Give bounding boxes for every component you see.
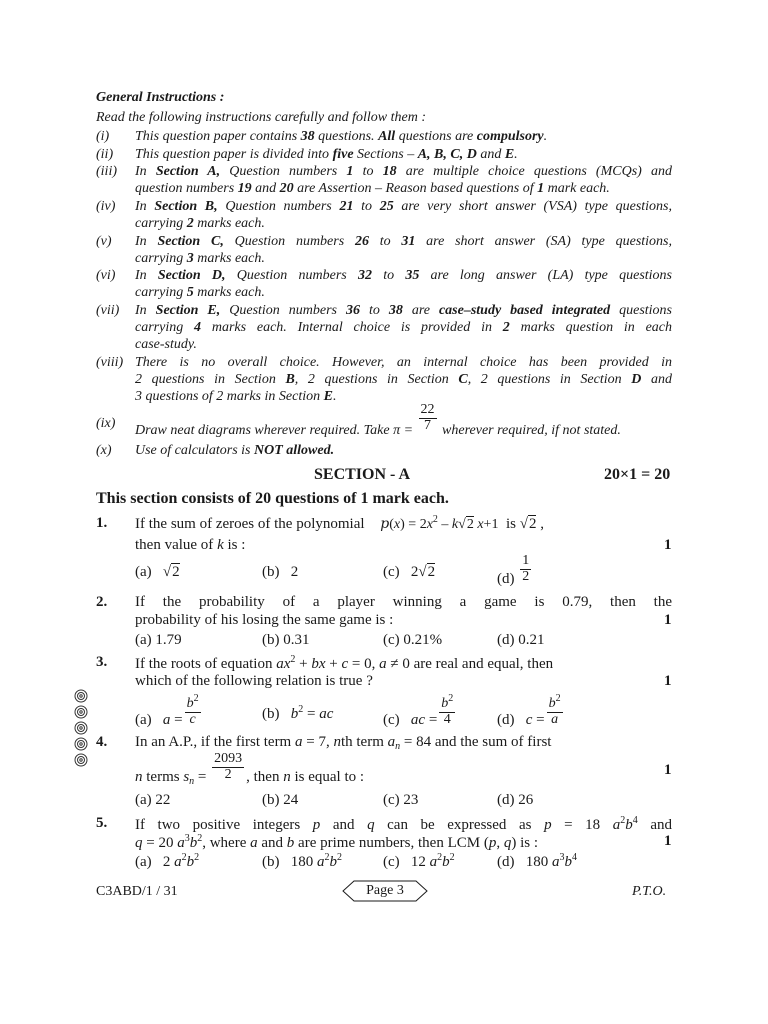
instruction-text: 3 questions of 2 marks in Section E. — [135, 389, 337, 404]
option-b: (b) 0.31 — [262, 632, 310, 648]
question-text: n terms $s_n$ = $\frac{2093}{2}$ , then n is equal to : — [135, 751, 365, 787]
pi-fraction — [419, 403, 437, 433]
instruction-text — [135, 402, 621, 439]
option-a: (a) a = $\frac{b^2}{c}$ — [135, 693, 199, 729]
section-title: SECTION - A — [314, 466, 411, 483]
instruction-text: carrying 2 marks each. — [135, 216, 265, 231]
option-b: (b) 180 $a^2b^2$ — [262, 852, 342, 870]
option-a: (a) 1.79 — [135, 632, 182, 648]
instruction-text: In Section D, Question numbers 32 to 35 are long answer (LA) type questions — [135, 268, 673, 283]
question-number: 1. — [96, 515, 108, 531]
option-a: (a) 22 — [135, 792, 171, 808]
option-c: (c) 0.21% — [383, 632, 443, 648]
option-c: (c) 12 $a^2b^2$ — [383, 852, 455, 870]
question-number: 3. — [96, 654, 108, 670]
instruction-number: (ix) — [96, 416, 116, 431]
option-b: (b) $b^2$ = ac — [262, 704, 334, 722]
question-text: which of the following relation is true ? — [135, 673, 373, 689]
instruction-text: This question paper is divided into five Sections – A, B, C, D and E. — [135, 147, 518, 162]
instruction-number: (iv) — [96, 199, 116, 214]
instruction-number: (i) — [96, 129, 110, 144]
option-c: (c) 2√2 — [383, 564, 436, 580]
option-b: (b) 2 — [262, 564, 299, 580]
question-mark: 1 — [664, 673, 672, 689]
question-text: If the sum of zeroes of the polynomial $p(x) = 2x^2 - k√2$ x+1 is √2 , — [135, 514, 544, 532]
instruction-pi-post: wherever required, if not stated. — [442, 423, 621, 439]
instruction-text: In Section B, Question numbers 21 to 25 are very short answer (VSA) type questions, — [135, 199, 672, 214]
margin-rings-decoration — [72, 688, 90, 768]
instruction-number: (vi) — [96, 268, 116, 283]
instruction-text: In Section E, Question numbers 36 to 38 are case–study based integrated questions — [135, 303, 672, 318]
instructions-intro: Read the following instructions carefully and follow them : — [96, 110, 427, 125]
option-d: (d) 26 — [497, 792, 534, 808]
option-a: (a) 2 $a^2b^2$ — [135, 852, 200, 870]
question-text: q = 20 $a^3b^2$, where a and b are prime numbers, then LCM (p, q) is : — [135, 833, 538, 851]
option-c: (c) ac = $\frac{b^2}{4}$ — [383, 693, 454, 729]
instruction-text: There is no overall choice. However, an internal choice has been provided in — [135, 355, 672, 370]
instruction-text: 2 questions in Section B, 2 questions in Section C, 2 questions in Section D and — [135, 372, 672, 387]
page-label: Page 3 — [366, 883, 404, 898]
instruction-text: carrying 3 marks each. — [135, 251, 265, 266]
instruction-text: case-study. — [135, 337, 197, 352]
instruction-number: (vii) — [96, 303, 120, 318]
instruction-number: (v) — [96, 234, 112, 249]
option-d: (d) c = $\frac{b^2}{a}$ — [497, 693, 561, 729]
instruction-number: (ii) — [96, 147, 114, 162]
instructions-heading: General Instructions : — [96, 90, 225, 105]
instruction-text: In Section A, Question numbers 1 to 18 are multiple choice questions (MCQs) and — [135, 164, 672, 179]
option-d: (d) 180 $a^3b^4$ — [497, 852, 577, 870]
section-description: This section consists of 20 questions of 1 mark each. — [96, 490, 449, 507]
instruction-text: question numbers 19 and 20 are Assertion – Reason based questions of 1 mark each. — [135, 181, 610, 196]
option-a: (a) √2 — [135, 564, 180, 580]
instruction-text: carrying 5 marks each. — [135, 285, 265, 300]
fraction-denominator: 7 — [424, 417, 432, 433]
question-number: 2. — [96, 594, 108, 610]
page-number-badge — [342, 880, 428, 902]
instruction-number: (x) — [96, 443, 112, 458]
fraction-numerator: 22 — [420, 402, 435, 417]
question-text: If the probability of a player winning a game is 0.79, then the — [135, 594, 672, 610]
instruction-text: carrying 4 marks each. Internal choice is provided in 2 marks question in each — [135, 320, 673, 335]
question-mark: 1 — [664, 612, 672, 628]
instruction-number: (viii) — [96, 355, 124, 370]
question-text: In an A.P., if the first term a = 7, nth term $a_n = 84$ and the sum of first — [135, 734, 552, 752]
instruction-text: In Section C, Question numbers 26 to 31 are short answer (SA) type questions, — [135, 234, 673, 249]
option-b: (b) 24 — [262, 792, 299, 808]
question-number: 4. — [96, 734, 108, 750]
question-mark: 1 — [664, 537, 672, 553]
instruction-number: (iii) — [96, 164, 117, 179]
paper-code: C3ABD/1 / 31 — [96, 884, 178, 899]
question-number: 5. — [96, 815, 108, 831]
instruction-pi-pre: Draw neat diagrams wherever required. Take π = — [135, 423, 414, 439]
option-d: (d) $\frac{1}{2}$ — [497, 553, 530, 587]
question-text: probability of his losing the same game is : — [135, 612, 394, 628]
question-mark: 1 — [664, 762, 672, 778]
option-c: (c) 23 — [383, 792, 419, 808]
question-text: then value of k is : — [135, 537, 246, 553]
instruction-text: Use of calculators is NOT allowed. — [135, 443, 335, 458]
question-text: If the roots of equation $ax^2$ + bx + c = 0, a ≠ 0 are real and equal, then — [135, 654, 554, 672]
pto-label: P.T.O. — [632, 884, 667, 899]
option-d: (d) 0.21 — [497, 632, 545, 648]
question-mark: 1 — [664, 833, 672, 849]
section-marks: 20×1 = 20 — [604, 466, 671, 483]
instruction-text: This question paper contains 38 questions. All questions are compulsory. — [135, 129, 548, 144]
question-text: If two positive integers p and q can be expressed as p = 18 $a^2b^4$ and — [135, 815, 672, 833]
